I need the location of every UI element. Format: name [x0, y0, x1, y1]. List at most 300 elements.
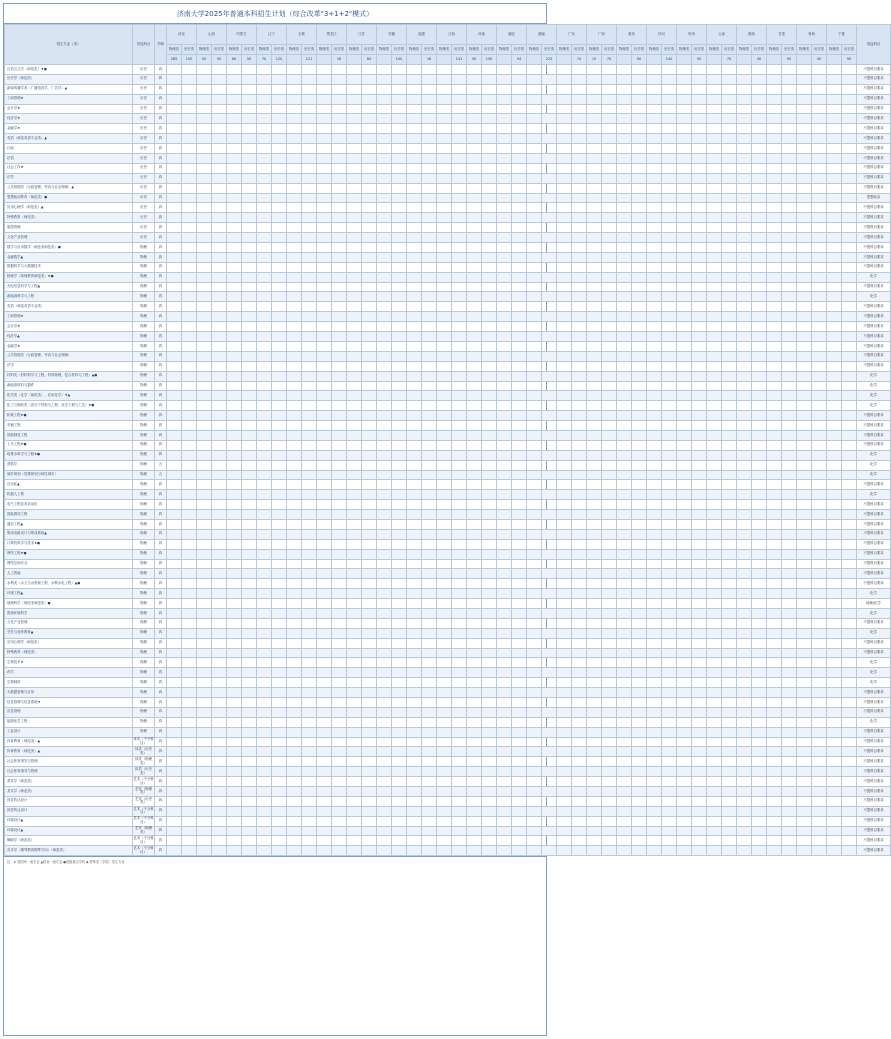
quota-cell: [497, 777, 512, 787]
quota-cell: [602, 84, 617, 94]
quota-cell: [632, 737, 647, 747]
quota-cell: [797, 213, 812, 223]
major-name: 金融学★: [5, 124, 133, 134]
subject-cell: 物理: [133, 529, 155, 539]
table-row: [5, 351, 891, 361]
quota-cell: [797, 658, 812, 668]
quota-cell: [722, 638, 737, 648]
quota-cell: [317, 411, 332, 421]
years-cell: 四: [155, 233, 167, 243]
quota-cell: [512, 401, 527, 411]
quota-cell: [467, 559, 482, 569]
quota-cell: [242, 648, 257, 658]
quota-cell: [512, 648, 527, 658]
quota-cell: [272, 104, 287, 114]
quota-cell: [497, 638, 512, 648]
quota-cell: [272, 678, 287, 688]
quota-cell: [812, 787, 827, 797]
quota-cell: [662, 203, 677, 213]
subject-cell: 物理: [133, 262, 155, 272]
quota-cell: [677, 658, 692, 668]
quota-cell: [452, 223, 467, 233]
quota-cell: [467, 361, 482, 371]
quota-cell: [812, 717, 827, 727]
quota-cell: [692, 529, 707, 539]
quota-cell: [812, 796, 827, 806]
quota-cell: [632, 252, 647, 262]
quota-cell: [287, 292, 302, 302]
requirement-cell: 不提科目要求: [857, 698, 891, 708]
quota-cell: [752, 767, 767, 777]
quota-cell: [692, 292, 707, 302]
quota-cell: [242, 608, 257, 618]
quota-cell: [302, 480, 317, 490]
quota-cell: [617, 421, 632, 431]
table-row: [5, 500, 891, 510]
years-cell: 四: [155, 529, 167, 539]
quota-cell: [812, 193, 827, 203]
quota-cell: [392, 154, 407, 164]
requirement-cell: 化学: [857, 628, 891, 638]
quota-cell: [197, 737, 212, 747]
quota-cell: [212, 302, 227, 312]
quota-cell: [797, 608, 812, 618]
quota-cell: [347, 717, 362, 727]
quota-cell: [497, 421, 512, 431]
quota-cell: [602, 322, 617, 332]
quota-cell: [617, 767, 632, 777]
quota-cell: [677, 94, 692, 104]
quota-cell: [212, 440, 227, 450]
quota-cell: [347, 361, 362, 371]
requirement-cell: 不提科目要求: [857, 74, 891, 84]
quota-cell: [452, 490, 467, 500]
quota-cell: [797, 589, 812, 599]
quota-cell: [302, 65, 317, 75]
quota-cell: [602, 351, 617, 361]
quota-cell: [542, 361, 557, 371]
major-name: 机器人工程: [5, 490, 133, 500]
quota-cell: [557, 332, 572, 342]
quota-cell: [677, 351, 692, 361]
total-cell: 70: [257, 55, 272, 65]
quota-cell: [392, 618, 407, 628]
quota-cell: [827, 618, 842, 628]
subject-cell: 物理: [133, 411, 155, 421]
quota-cell: [692, 282, 707, 292]
quota-cell: [527, 450, 542, 460]
quota-cell: [302, 312, 317, 322]
quota-cell: [617, 183, 632, 193]
quota-cell: [842, 727, 857, 737]
quota-cell: [557, 84, 572, 94]
quota-cell: [272, 658, 287, 668]
quota-cell: [812, 579, 827, 589]
quota-cell: [692, 737, 707, 747]
quota-cell: [572, 648, 587, 658]
quota-cell: [482, 717, 497, 727]
quota-cell: [722, 74, 737, 84]
quota-cell: [392, 312, 407, 322]
quota-cell: [602, 678, 617, 688]
quota-cell: [632, 401, 647, 411]
quota-cell: [182, 74, 197, 84]
quota-cell: [407, 114, 422, 124]
quota-cell: [557, 272, 572, 282]
quota-cell: [572, 826, 587, 836]
quota-cell: [242, 134, 257, 144]
quota-cell: [542, 747, 557, 757]
quota-cell: [557, 65, 572, 75]
quota-cell: [482, 539, 497, 549]
quota-cell: [812, 806, 827, 816]
quota-cell: [197, 391, 212, 401]
quota-cell: [497, 332, 512, 342]
quota-cell: [587, 134, 602, 144]
quota-cell: [362, 698, 377, 708]
quota-cell: [422, 688, 437, 698]
quota-cell: [662, 193, 677, 203]
quota-cell: [212, 262, 227, 272]
quota-cell: [737, 134, 752, 144]
quota-cell: [617, 173, 632, 183]
quota-cell: [557, 806, 572, 816]
quota-cell: [227, 65, 242, 75]
quota-cell: [452, 450, 467, 460]
years-cell: 四: [155, 163, 167, 173]
quota-cell: [557, 411, 572, 421]
quota-cell: [317, 490, 332, 500]
quota-cell: [317, 322, 332, 332]
quota-cell: [407, 134, 422, 144]
years-cell: 四: [155, 678, 167, 688]
quota-cell: [512, 707, 527, 717]
quota-cell: [407, 144, 422, 154]
quota-cell: [167, 411, 182, 421]
quota-cell: [632, 341, 647, 351]
quota-cell: [512, 618, 527, 628]
quota-cell: [827, 767, 842, 777]
quota-cell: [602, 282, 617, 292]
quota-cell: [197, 65, 212, 75]
quota-cell: [467, 272, 482, 282]
quota-cell: [692, 816, 707, 826]
subject-cell: 物理: [133, 381, 155, 391]
quota-cell: [782, 302, 797, 312]
quota-cell: [377, 381, 392, 391]
quota-cell: [257, 826, 272, 836]
quota-cell: [632, 569, 647, 579]
quota-cell: [407, 618, 422, 628]
quota-cell: [722, 668, 737, 678]
table-row: [5, 430, 891, 440]
quota-cell: [362, 144, 377, 154]
quota-cell: [842, 252, 857, 262]
table-row: [5, 440, 891, 450]
requirement-cell: 不提科目要求: [857, 312, 891, 322]
quota-cell: [212, 806, 227, 816]
quota-cell: [437, 411, 452, 421]
quota-cell: [767, 322, 782, 332]
total-cell: 90: [782, 55, 797, 65]
province-header: 广东: [557, 25, 587, 45]
table-row: [5, 262, 891, 272]
quota-cell: [617, 688, 632, 698]
quota-cell: [842, 668, 857, 678]
quota-cell: [737, 707, 752, 717]
years-cell: 四: [155, 144, 167, 154]
quota-cell: [317, 312, 332, 322]
quota-cell: [242, 272, 257, 282]
subject-cell: 历史: [133, 74, 155, 84]
quota-cell: [407, 569, 422, 579]
quota-cell: [317, 519, 332, 529]
quota-cell: [197, 173, 212, 183]
quota-cell: [677, 292, 692, 302]
quota-cell: [737, 183, 752, 193]
quota-cell: [272, 806, 287, 816]
quota-cell: [332, 559, 347, 569]
quota-cell: [272, 688, 287, 698]
quota-cell: [182, 539, 197, 549]
quota-cell: [782, 539, 797, 549]
quota-cell: [737, 826, 752, 836]
years-cell: 四: [155, 84, 167, 94]
quota-cell: [842, 589, 857, 599]
quota-cell: [242, 806, 257, 816]
quota-cell: [182, 341, 197, 351]
quota-cell: [227, 678, 242, 688]
quota-cell: [662, 322, 677, 332]
quota-cell: [752, 707, 767, 717]
quota-cell: [752, 351, 767, 361]
quota-cell: [302, 698, 317, 708]
quota-cell: [512, 262, 527, 272]
quota-cell: [242, 480, 257, 490]
quota-cell: [182, 529, 197, 539]
years-cell: 四: [155, 450, 167, 460]
quota-cell: [272, 361, 287, 371]
quota-cell: [542, 193, 557, 203]
quota-cell: [257, 203, 272, 213]
quota-cell: [812, 341, 827, 351]
quota-cell: [662, 569, 677, 579]
quota-cell: [212, 272, 227, 282]
quota-cell: [542, 806, 557, 816]
major-name: 大数据管理与应用: [5, 688, 133, 698]
quota-cell: [242, 569, 257, 579]
major-name: 视觉传达设计: [5, 796, 133, 806]
subject-cell: 体类（历史类）: [133, 767, 155, 777]
quota-cell: [257, 668, 272, 678]
major-name: 文化产业管理: [5, 618, 133, 628]
quota-cell: [377, 163, 392, 173]
quota-cell: [347, 282, 362, 292]
quota-cell: [752, 124, 767, 134]
quota-cell: [752, 539, 767, 549]
table-row: [5, 737, 891, 747]
quota-cell: [422, 608, 437, 618]
quota-cell: [527, 618, 542, 628]
quota-cell: [287, 252, 302, 262]
quota-cell: [332, 124, 347, 134]
quota-cell: [392, 84, 407, 94]
quota-cell: [827, 737, 842, 747]
quota-cell: [197, 638, 212, 648]
quota-cell: [437, 381, 452, 391]
quota-cell: [632, 579, 647, 589]
quota-cell: [257, 480, 272, 490]
quota-cell: [482, 628, 497, 638]
quota-cell: [677, 460, 692, 470]
quota-cell: [482, 282, 497, 292]
quota-cell: [767, 539, 782, 549]
quota-cell: [212, 846, 227, 856]
quota-cell: [287, 233, 302, 243]
quota-cell: [287, 519, 302, 529]
requirement-cell: 不提科目要求: [857, 569, 891, 579]
quota-cell: [707, 737, 722, 747]
quota-cell: [167, 84, 182, 94]
quota-cell: [182, 440, 197, 450]
quota-cell: [317, 618, 332, 628]
quota-cell: [797, 648, 812, 658]
quota-cell: [797, 698, 812, 708]
quota-cell: [707, 599, 722, 609]
quota-cell: [752, 292, 767, 302]
quota-cell: [557, 539, 572, 549]
quota-cell: [317, 727, 332, 737]
quota-cell: [512, 312, 527, 322]
quota-cell: [812, 361, 827, 371]
quota-cell: [677, 618, 692, 628]
quota-cell: [287, 707, 302, 717]
quota-cell: [467, 332, 482, 342]
quota-cell: [317, 757, 332, 767]
quota-cell: [347, 213, 362, 223]
quota-cell: [362, 836, 377, 846]
quota-cell: [617, 213, 632, 223]
quota-cell: [317, 134, 332, 144]
quota-cell: [272, 608, 287, 618]
quota-cell: [437, 233, 452, 243]
quota-cell: [362, 727, 377, 737]
quota-cell: [617, 707, 632, 717]
quota-cell: [842, 104, 857, 114]
category-header: 物理类: [797, 45, 812, 55]
quota-cell: [842, 608, 857, 618]
quota-cell: [737, 104, 752, 114]
quota-cell: [602, 757, 617, 767]
quota-cell: [437, 450, 452, 460]
requirement-cell: 不提科目要求: [857, 104, 891, 114]
quota-cell: [617, 747, 632, 757]
quota-cell: [737, 292, 752, 302]
quota-cell: [197, 717, 212, 727]
quota-cell: [497, 727, 512, 737]
quota-cell: [197, 589, 212, 599]
quota-cell: [632, 717, 647, 727]
quota-cell: [482, 678, 497, 688]
quota-cell: [602, 332, 617, 342]
quota-cell: [707, 421, 722, 431]
quota-cell: [347, 777, 362, 787]
quota-cell: [377, 707, 392, 717]
quota-cell: [467, 500, 482, 510]
quota-cell: [572, 510, 587, 520]
years-cell: 四: [155, 490, 167, 500]
quota-cell: [302, 272, 317, 282]
quota-cell: [662, 717, 677, 727]
quota-cell: [722, 223, 737, 233]
quota-cell: [662, 688, 677, 698]
quota-cell: [557, 490, 572, 500]
quota-cell: [542, 371, 557, 381]
quota-cell: [557, 648, 572, 658]
quota-cell: [317, 569, 332, 579]
quota-cell: [317, 282, 332, 292]
quota-cell: [452, 332, 467, 342]
quota-cell: [452, 519, 467, 529]
total-cell: 220: [542, 55, 557, 65]
quota-cell: [722, 519, 737, 529]
quota-cell: [467, 628, 482, 638]
quota-cell: [572, 322, 587, 332]
quota-cell: [167, 638, 182, 648]
quota-cell: [797, 371, 812, 381]
quota-cell: [242, 94, 257, 104]
quota-cell: [572, 134, 587, 144]
quota-cell: [332, 144, 347, 154]
quota-cell: [347, 707, 362, 717]
quota-cell: [557, 262, 572, 272]
quota-cell: [197, 223, 212, 233]
quota-cell: [347, 351, 362, 361]
quota-cell: [392, 391, 407, 401]
quota-cell: [467, 213, 482, 223]
quota-cell: [242, 193, 257, 203]
quota-cell: [722, 401, 737, 411]
quota-cell: [227, 134, 242, 144]
requirement-cell: 化学: [857, 589, 891, 599]
quota-cell: [587, 648, 602, 658]
quota-cell: [632, 490, 647, 500]
quota-cell: [272, 490, 287, 500]
quota-cell: [347, 510, 362, 520]
quota-cell: [752, 500, 767, 510]
quota-cell: [257, 549, 272, 559]
quota-cell: [377, 599, 392, 609]
quota-cell: [422, 628, 437, 638]
quota-cell: [212, 698, 227, 708]
quota-cell: [257, 223, 272, 233]
quota-cell: [722, 233, 737, 243]
quota-cell: [722, 787, 737, 797]
quota-cell: [647, 569, 662, 579]
quota-cell: [392, 569, 407, 579]
quota-cell: [587, 351, 602, 361]
quota-cell: [677, 282, 692, 292]
quota-cell: [572, 727, 587, 737]
quota-cell: [467, 341, 482, 351]
total-cell: 50: [692, 55, 707, 65]
quota-cell: [182, 757, 197, 767]
quota-cell: [257, 411, 272, 421]
quota-cell: [407, 737, 422, 747]
quota-cell: [212, 193, 227, 203]
quota-cell: [707, 717, 722, 727]
quota-cell: [482, 401, 497, 411]
